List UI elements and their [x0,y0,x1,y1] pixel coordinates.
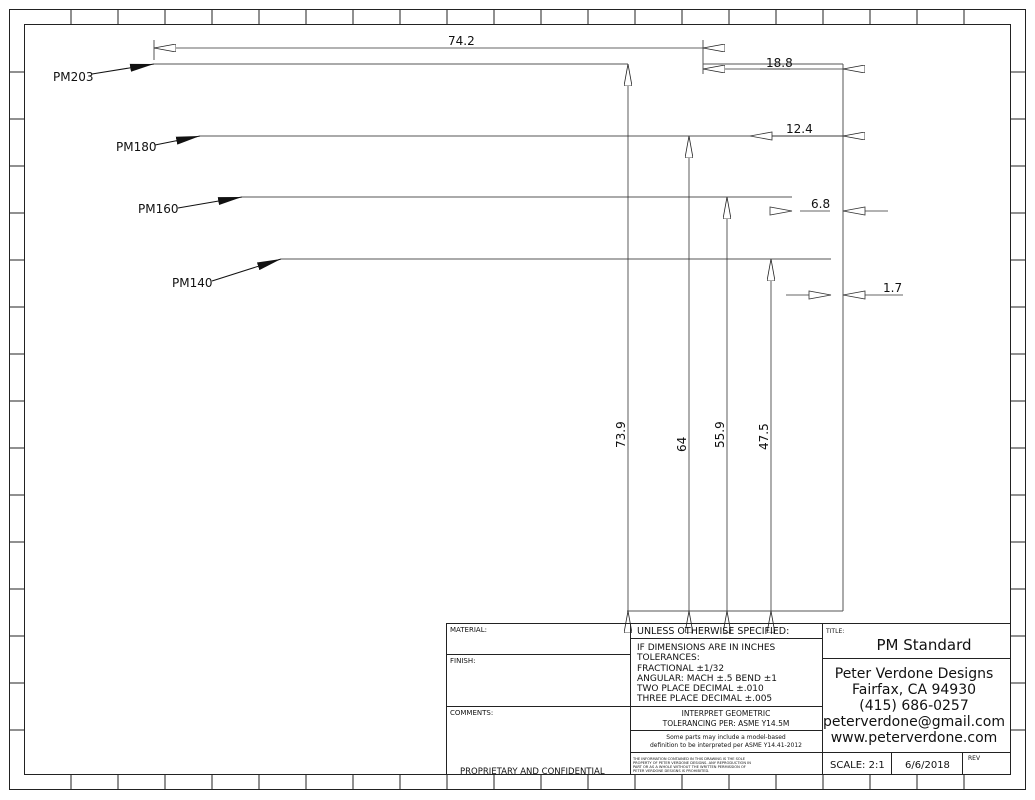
scale: SCALE: 2:1 [830,760,885,771]
dim-value-6-8: 6.8 [811,197,831,211]
dim-value-12-4: 12.4 [786,122,813,136]
company-website: www.peterverdone.com [830,730,998,746]
leader-pm203 [92,64,154,74]
company-phone: (415) 686-0257 [859,698,969,714]
model-note2: definition to be interpreted per ASME Y14.41-2012 [649,742,803,749]
dim-value-1-7: 1.7 [883,281,903,295]
dims-line2: TOLERANCES: [637,653,700,663]
vertical-dimensions [628,64,771,611]
legal-line4: PETER VERDONE DESIGNS IS PROHIBITED. [633,769,710,773]
drawing-title: PM Standard [876,636,972,654]
title-label: TITLE: [826,628,845,635]
dim-value-18-8: 18.8 [766,56,793,70]
callout-pm140: PM140 [172,276,213,290]
dim-arrow-1-7-right [843,291,865,299]
dim-arrow-1-7-left [809,291,831,299]
dim-arrow-6-8-left [770,207,792,215]
legal-line2: PROPERTY OF PETER VERDONE DESIGNS. ANY REPRODUCTION IN [633,761,751,765]
company-city: Fairfax, CA 94930 [851,682,977,698]
dim-value-73-9: 73.9 [614,421,628,448]
unless-specified: UNLESS OTHERWISE SPECIFIED: [637,626,790,637]
tol-angular: ANGULAR: MACH ±.5 BEND ±1 [637,674,778,684]
tol-three-place: THREE PLACE DECIMAL ±.005 [637,694,773,704]
dim-value-overall: 74.2 [448,34,475,48]
callout-pm203: PM203 [53,70,94,84]
leader-pm160 [178,197,242,208]
legal-line3: PART OR AS A WHOLE WITHOUT THE WRITTEN PERMISSION OF [633,765,746,769]
profile-lines [154,40,843,611]
callout-leaders [92,64,281,281]
legal-line1: THE INFORMATION CONTAINED IN THIS DRAWING IS THE SOLE [633,757,746,761]
dim-arrow-12-4-left [750,132,772,140]
horizontal-dimensions [154,48,903,299]
rev-label: REV [968,755,981,762]
dim-value-64: 64 [675,436,689,452]
tol-fractional: FRACTIONAL ±1/32 [637,664,725,674]
callout-pm180: PM180 [116,140,157,154]
dims-line1: IF DIMENSIONS ARE IN INCHES [637,643,776,653]
dim-arrow-6-8-right [843,207,865,215]
model-note1: Some parts may include a model-based [666,734,786,741]
dim-value-55-9: 55.9 [713,421,727,448]
dim-value-47-5: 47.5 [757,423,771,450]
callout-pm160: PM160 [138,202,179,216]
tol-two-place: TWO PLACE DECIMAL ±.010 [637,684,764,694]
interpret-line1: INTERPRET GEOMETRIC [681,709,771,718]
leader-pm140 [212,259,281,281]
material-label: MATERIAL: [450,626,487,634]
proprietary-note: PROPRIETARY AND CONFIDENTIAL [460,767,605,777]
drawing-date: 6/6/2018 [905,760,950,771]
company-name: Peter Verdone Designs [834,666,994,682]
comments-label: COMMENTS: [450,709,494,717]
interpret-line2: TOLERANCING PER: ASME Y14.5M [662,719,790,728]
finish-label: FINISH: [450,657,476,665]
leader-pm180 [155,136,200,145]
company-email: peterverdone@gmail.com [823,714,1005,730]
